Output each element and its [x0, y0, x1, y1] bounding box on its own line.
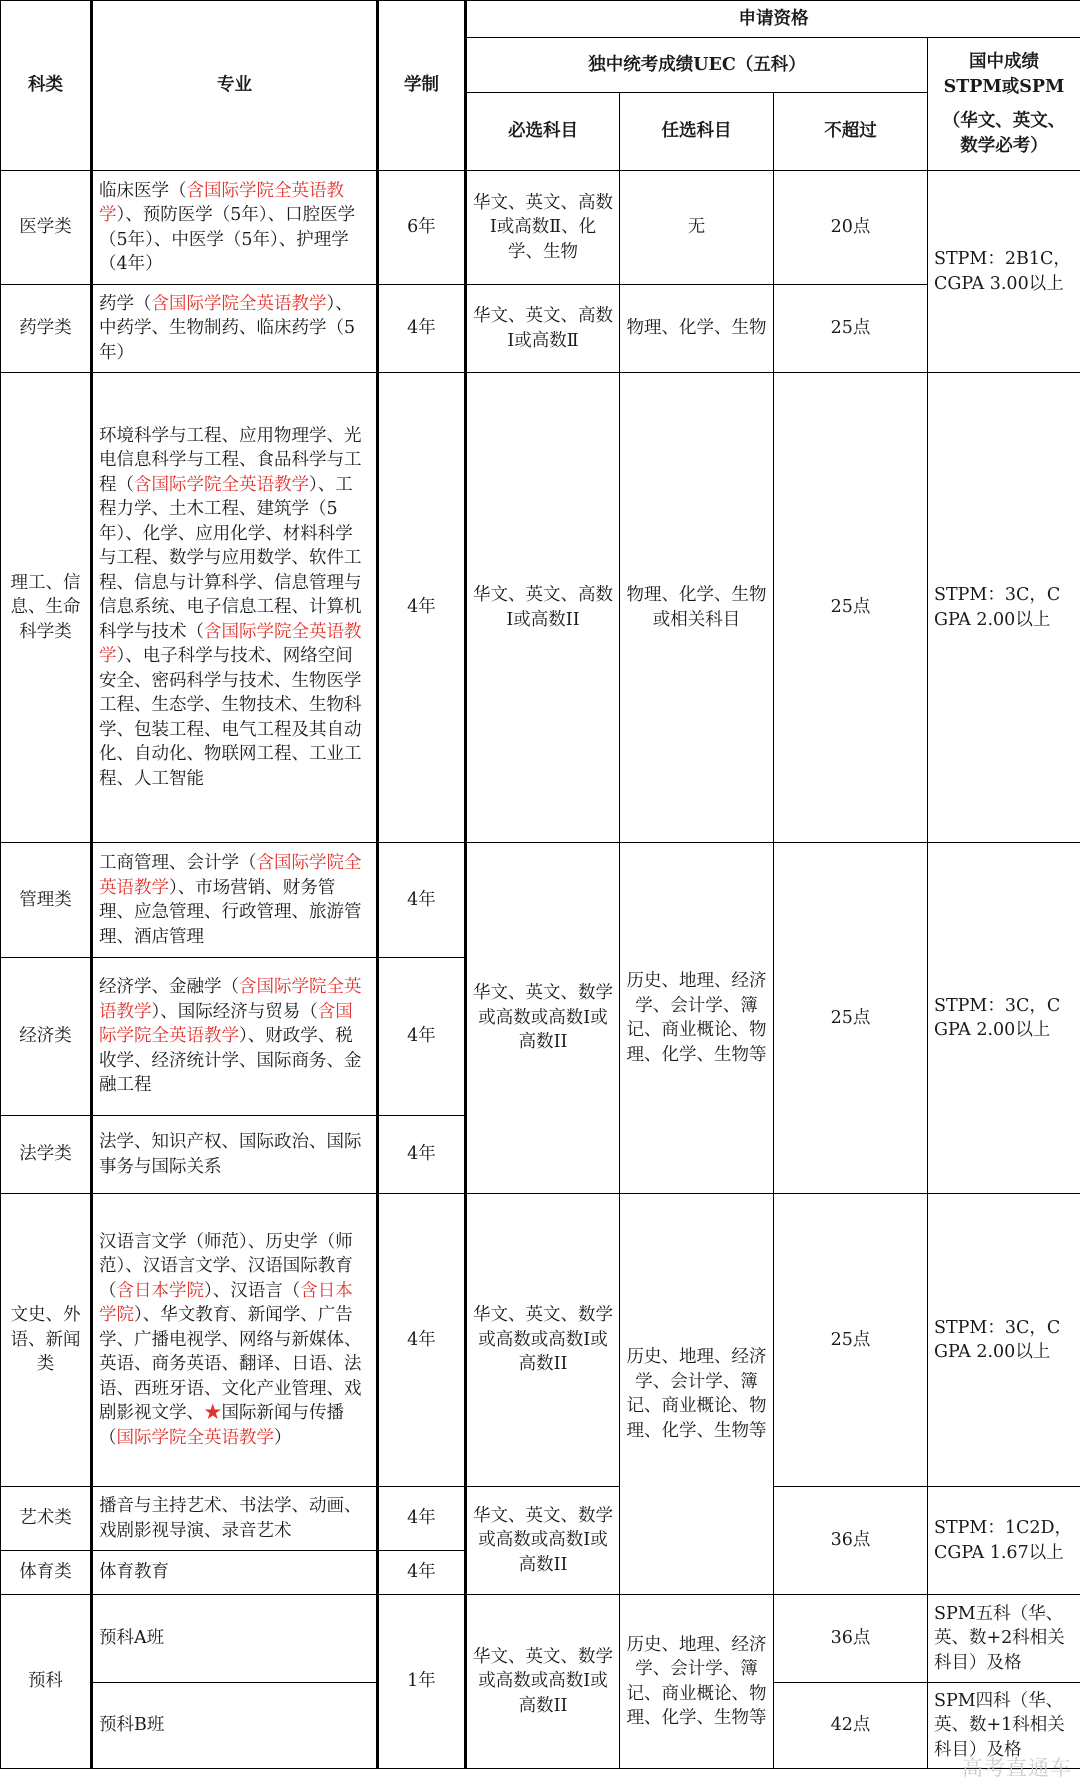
- header-duration: 学制: [378, 1, 466, 171]
- major-medicine: [92, 171, 378, 285]
- header-major: 专业: [92, 1, 378, 171]
- points-pharmacy: 25点: [774, 285, 928, 373]
- major-text: 药学（: [99, 293, 152, 314]
- national-mel: STPM：3C，CGPA 2.00以上: [928, 843, 1080, 1194]
- major-text: 经济学、金融学（: [99, 977, 239, 998]
- prep-a-label: 预科A班: [92, 1595, 378, 1683]
- national-prep-b: SPM四科（华、英、数+1科相关科目）及格: [928, 1683, 1080, 1769]
- points-mel: 25点: [774, 843, 928, 1194]
- duration-management: 4年: [378, 843, 466, 958]
- header-national-line2: STPM或SPM: [943, 76, 1065, 97]
- highlight-note: 含日本学院: [116, 1280, 204, 1301]
- required-humanities: 华文、英文、数学或高数或高数I或高数II: [466, 1194, 620, 1487]
- major-pe: [92, 1551, 378, 1595]
- duration-medicine: 6年: [378, 171, 466, 285]
- national-art-pe: STPM：1C2D，CGPA 1.67以上: [928, 1487, 1080, 1595]
- points-prep-b: 42点: [774, 1683, 928, 1769]
- major-text: 临床医学（: [99, 180, 187, 201]
- category-law: 法学类: [1, 1116, 92, 1194]
- points-medicine: 20点: [774, 171, 928, 285]
- major-law: [92, 1116, 378, 1194]
- major-text: 工商管理、会计学（: [99, 853, 257, 873]
- optional-science: 物理、化学、生物或相关科目: [620, 373, 774, 843]
- major-text: ）、市场营销、财务管理、应急管理、行政管理、旅游管理、酒店管理: [99, 877, 362, 947]
- highlight-note: 国际学院全英语教学: [116, 1427, 274, 1448]
- major-science: [92, 373, 378, 843]
- duration-art: 4年: [378, 1487, 466, 1551]
- prep-b-label: 预科B班: [92, 1683, 378, 1769]
- category-prep: 预科: [1, 1595, 92, 1769]
- header-national: [928, 38, 1080, 171]
- highlight-note: 含国际学院全英语教学: [99, 977, 362, 1022]
- major-text: 国际新闻与传播（: [99, 1403, 344, 1448]
- duration-pe: 4年: [378, 1551, 466, 1595]
- major-text: ）、汉语言（: [204, 1280, 301, 1301]
- optional-mel: 历史、地理、经济学、会计学、簿记、商业概论、物理、化学、生物等: [620, 843, 774, 1194]
- category-art: 艺术类: [1, 1487, 92, 1551]
- header-national-line4: 数学必考）: [960, 135, 1048, 156]
- required-medicine: 华文、英文、高数Ⅰ或高数Ⅱ、化学、生物: [466, 171, 620, 285]
- highlight-note: 含国际学院全英语教学: [151, 293, 327, 314]
- header-max-points: 不超过: [774, 93, 928, 171]
- optional-humanities-art-pe: 历史、地理、经济学、会计学、簿记、商业概论、物理、化学、生物等: [620, 1194, 774, 1595]
- major-management: [92, 843, 378, 958]
- points-art-pe: 36点: [774, 1487, 928, 1595]
- major-text: ）、中药学、生物制药、临床药学（5年）: [99, 293, 356, 363]
- highlight-note: 含国际学院全英语教学: [99, 853, 362, 898]
- points-prep-a: 36点: [774, 1595, 928, 1683]
- duration-prep: 1年: [378, 1595, 466, 1769]
- highlight-note: 含国际学院全英语教学: [99, 621, 362, 667]
- category-medicine: 医学类: [1, 171, 92, 285]
- major-text: ）、电子科学与技术、网络空间安全、密码科学与技术、生物医学工程、生态学、生物技术、生物科学、包装工程、电气工程及其自动化、自动化、物联网工程、工业工程、人工智能: [99, 646, 362, 789]
- required-mel: 华文、英文、数学或高数或高数I或高数II: [466, 843, 620, 1194]
- points-science: 25点: [774, 373, 928, 843]
- points-humanities: 25点: [774, 1194, 928, 1487]
- duration-economics: 4年: [378, 958, 466, 1116]
- category-pharmacy: 药学类: [1, 285, 92, 373]
- major-economics: [92, 958, 378, 1116]
- duration-humanities: 4年: [378, 1194, 466, 1487]
- header-national-line1: 国中成绩: [969, 52, 1039, 72]
- category-humanities: 文史、外语、新闻类: [1, 1194, 92, 1487]
- category-management: 管理类: [1, 843, 92, 958]
- major-text: 体育教育: [99, 1562, 169, 1583]
- major-text: ）、国际经济与贸易（: [151, 1001, 318, 1022]
- required-art-pe: 华文、英文、数学或高数或高数I或高数II: [466, 1487, 620, 1595]
- highlight-note: 含国际学院全英语教学: [134, 474, 309, 495]
- category-pe: 体育类: [1, 1551, 92, 1595]
- optional-pharmacy: 物理、化学、生物: [620, 285, 774, 373]
- national-science: STPM：3C，CGPA 2.00以上: [928, 373, 1080, 843]
- national-medicine-pharmacy: STPM：2B1C，CGPA 3.00以上: [928, 171, 1080, 373]
- national-humanities: STPM：3C，CGPA 2.00以上: [928, 1194, 1080, 1487]
- header-uec: 独中统考成绩UEC（五科）: [466, 38, 928, 93]
- required-science: 华文、英文、高数I或高数II: [466, 373, 620, 843]
- category-economics: 经济类: [1, 958, 92, 1116]
- watermark: 高考直通车: [962, 1756, 1072, 1780]
- duration-science: 4年: [378, 373, 466, 843]
- major-pharmacy: [92, 285, 378, 373]
- highlight-note: 含日本学院: [99, 1280, 353, 1326]
- major-text: 播音与主持艺术、书法学、动画、戏剧影视导演、录音艺术: [99, 1496, 362, 1541]
- optional-medicine: 无: [620, 171, 774, 285]
- required-pharmacy: 华文、英文、高数Ⅰ或高数Ⅱ: [466, 285, 620, 373]
- duration-pharmacy: 4年: [378, 285, 466, 373]
- duration-law: 4年: [378, 1116, 466, 1194]
- national-prep-a: SPM五科（华、英、数+2科相关科目）及格: [928, 1595, 1080, 1683]
- header-optional: 任选科目: [620, 93, 774, 171]
- header-national-line3: （华文、英文、: [942, 111, 1066, 131]
- major-text: 环境科学与工程、应用物理学、光电信息科学与工程、食品科学与工程（: [99, 425, 362, 495]
- major-text: ）、预防医学（5年）、口腔医学（5年）、中医学（5年）、护理学（4年）: [99, 205, 356, 274]
- star-icon: ★: [204, 1403, 222, 1424]
- highlight-note: 含国际学院全英语教学: [99, 1001, 353, 1047]
- major-text: ）: [274, 1427, 292, 1448]
- major-text: 汉语言文学（师范）、历史学（师范）、汉语言文学、汉语国际教育（: [99, 1231, 353, 1301]
- optional-prep: 历史、地理、经济学、会计学、簿记、商业概论、物理、化学、生物等: [620, 1595, 774, 1769]
- major-text: 法学、知识产权、国际政治、国际事务与国际关系: [99, 1132, 362, 1177]
- major-humanities: [92, 1194, 378, 1487]
- major-art: [92, 1487, 378, 1551]
- category-science: 理工、信息、生命科学类: [1, 373, 92, 843]
- major-text: ）、财政学、税收学、经济统计学、国际商务、金融工程: [99, 1026, 362, 1096]
- header-required: 必选科目: [466, 93, 620, 171]
- required-prep: 华文、英文、数学或高数或高数I或高数II: [466, 1595, 620, 1769]
- header-category: 科类: [1, 1, 92, 171]
- major-text: ）、工程力学、土木工程、建筑学（5年）、化学、应用化学、材料科学与工程、数学与应用数学、软件工程、信息与计算科学、信息管理与信息系统、电子信息工程、计算机科学与技术（: [99, 474, 362, 642]
- major-text: ）、华文教育、新闻学、广告学、广播电视学、网络与新媒体、英语、商务英语、翻译、日语、法语、西班牙语、文化产业管理、戏剧影视文学、: [99, 1305, 362, 1424]
- highlight-note: 含国际学院全英语教学: [99, 180, 344, 225]
- header-eligibility: 申请资格: [466, 1, 1080, 38]
